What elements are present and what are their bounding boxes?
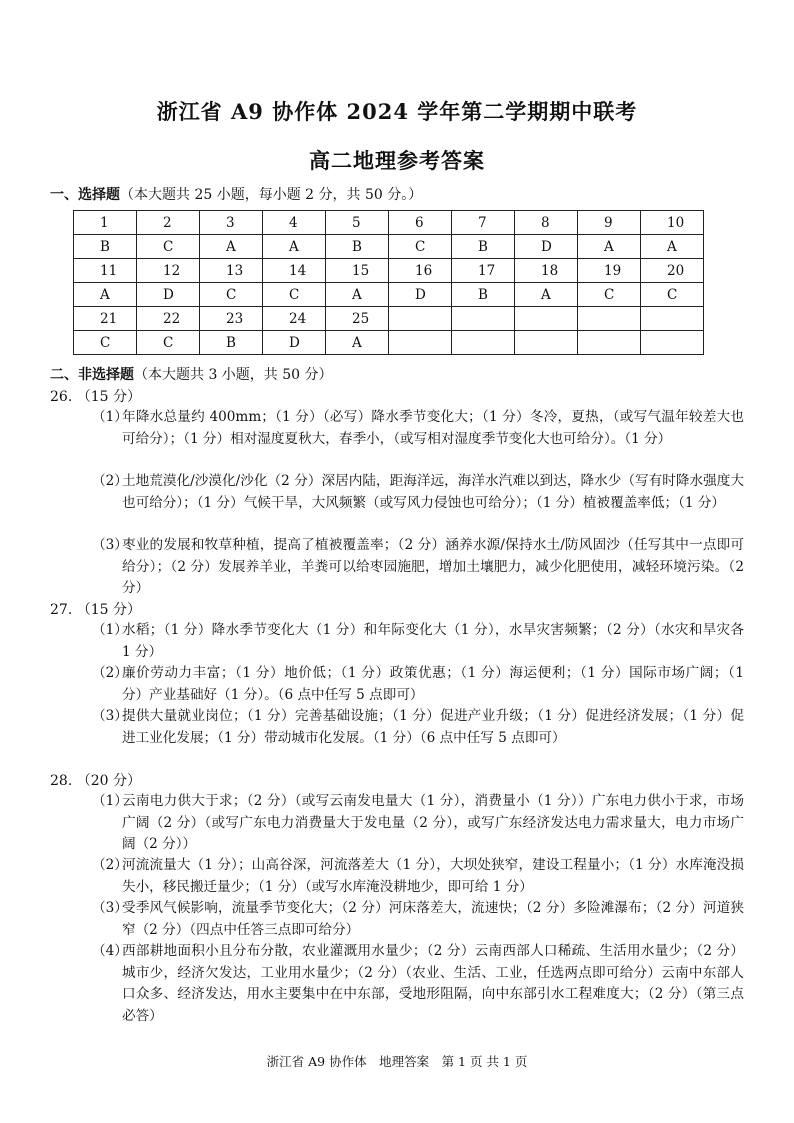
- answer-part: [92, 471, 744, 514]
- question-points: （20 分）: [76, 773, 141, 789]
- table-cell: B: [74, 235, 137, 259]
- answer-part: [92, 620, 744, 663]
- table-cell: C: [389, 235, 452, 259]
- part-text: 廉价劳动力丰富；（1 分）地价低；（1 分）政策优惠；（1 分）海运便利；（1 分）国际市场广阔；（1 分）产业基础好（1 分）。（6 点中任写 5 点即可）: [122, 665, 744, 703]
- table-cell: 11: [74, 259, 137, 283]
- part-number: （2）: [92, 857, 128, 873]
- question-points: （15 分）: [76, 389, 141, 405]
- part-number: （1）: [92, 793, 128, 809]
- table-cell: 13: [200, 259, 263, 283]
- part-number: （1）: [92, 409, 128, 425]
- part-text: 枣业的发展和牧草种植，提高了植被覆盖率；（2 分）涵养水源/保持水土/防风固沙（任写其中一点即可给分）；（2 分）发展养羊业，羊粪可以给枣园施肥，增加土壤肥力，减少化肥使用，减轻环境污染。（2 分）: [122, 537, 744, 596]
- table-cell: [515, 307, 578, 331]
- table-cell: 5: [326, 211, 389, 235]
- part-text: 云南电力供大于求；（2 分）（或写云南发电量大（1 分），消费量小（1 分））广东电力供小于求，市场广阔（2 分）（或写广东电力消费量大于发电量（2 分），或写广东经济发达电力需求量大，电力市场广阔（2 分））: [122, 793, 744, 852]
- question-points: （15 分）: [76, 602, 141, 618]
- table-row: [74, 235, 704, 259]
- table-cell: 4: [263, 211, 326, 235]
- table-cell: B: [200, 331, 263, 355]
- question-number: 27.: [50, 602, 73, 618]
- table-cell: C: [578, 283, 641, 307]
- question-header: [50, 386, 141, 406]
- table-cell: [452, 331, 515, 355]
- table-cell: 2: [137, 211, 200, 235]
- table-cell: B: [452, 235, 515, 259]
- section-free-response-heading: [50, 364, 333, 384]
- table-cell: C: [641, 283, 704, 307]
- table-cell: 12: [137, 259, 200, 283]
- table-cell: 6: [389, 211, 452, 235]
- table-cell: [641, 331, 704, 355]
- question-number: 28.: [50, 773, 73, 789]
- table-cell: [578, 307, 641, 331]
- table-cell: B: [452, 283, 515, 307]
- table-cell: C: [137, 331, 200, 355]
- question-header: [50, 599, 141, 619]
- table-cell: A: [326, 331, 389, 355]
- table-cell: [389, 331, 452, 355]
- page-subtitle: 高二地理参考答案: [309, 148, 485, 173]
- table-cell: A: [641, 235, 704, 259]
- answer-part: [92, 898, 744, 941]
- table-cell: 14: [263, 259, 326, 283]
- table-row: [74, 307, 704, 331]
- part-number: （2）: [92, 665, 128, 681]
- section-multiple-choice-heading: [50, 184, 422, 204]
- table-cell: 22: [137, 307, 200, 331]
- part-text: 河流流量大（1 分）；山高谷深，河流落差大（1 分），大坝处狭窄，建设工程量小；（1 分）水库淹没损失小，移民搬迁量少；（1 分）（或写水库淹没耕地少，即可给 1 分）: [122, 857, 744, 895]
- table-cell: 15: [326, 259, 389, 283]
- table-cell: 1: [74, 211, 137, 235]
- part-text: 年降水总量约 400mm；（1 分）（必写）降水季节变化大；（1 分）冬冷，夏热，（或写气温年较差大也可给分）；（1 分）相对湿度夏秋大，春季小，（或写相对湿度季节变化大也可给分）。（1 分）: [122, 409, 744, 447]
- answer-part: [92, 663, 744, 706]
- table-cell: 19: [578, 259, 641, 283]
- table-row: [74, 211, 704, 235]
- answer-part: [92, 407, 744, 450]
- table-row: [74, 283, 704, 307]
- table-cell: 9: [578, 211, 641, 235]
- table-cell: A: [578, 235, 641, 259]
- table-cell: C: [263, 283, 326, 307]
- table-cell: [578, 331, 641, 355]
- page-title: 浙江省 A9 协作体 2024 学年第二学期期中联考: [156, 99, 638, 124]
- table-cell: 24: [263, 307, 326, 331]
- part-text: 提供大量就业岗位；（1 分）完善基础设施；（1 分）促进产业升级；（1 分）促进经济发展；（1 分）促进工业化发展；（1 分）带动城市化发展。（1 分）（6 点中任写 5 点即可）: [122, 708, 744, 746]
- table-cell: C: [137, 235, 200, 259]
- table-cell: [452, 307, 515, 331]
- table-cell: A: [200, 235, 263, 259]
- table-cell: 8: [515, 211, 578, 235]
- part-number: （3）: [92, 708, 128, 724]
- part-number: （3）: [92, 537, 128, 553]
- table-cell: 20: [641, 259, 704, 283]
- answer-part: [92, 855, 744, 898]
- part-text: 土地荒漠化/沙漠化/沙化（2 分）深居内陆，距海洋远，海洋水汽难以到达，降水少（写有时降水强度大也可给分）；（1 分）气候干旱，大风频繁（或写风力侵蚀也可给分）；（1 分）植被覆盖率低；（1 分）: [122, 473, 744, 511]
- part-text: 西部耕地面积小且分布分散，农业灌溉用水量少；（2 分）云南西部人口稀疏、生活用水量少；（2 分）城市少，经济欠发达，工业用水量少；（2 分）（农业、生活、工业，任选两点即可给分）云南中东部人口众多、经济发达，用水主要集中在中东部，受地形阻隔，向中东部引水工程难度大；（2 分）（第三点必答）: [122, 943, 744, 1024]
- answer-part: [92, 535, 744, 600]
- section-note: （本大题共 25 小题，每小题 2 分，共 50 分。）: [120, 187, 423, 203]
- table-cell: D: [137, 283, 200, 307]
- table-cell: 3: [200, 211, 263, 235]
- table-cell: D: [263, 331, 326, 355]
- section-note: （本大题共 3 小题，共 50 分）: [134, 367, 333, 383]
- page-footer: 浙江省 A9 协作体 地理答案 第 1 页 共 1 页: [266, 1054, 528, 1069]
- answer-part: [92, 791, 744, 856]
- answer-part: [92, 941, 744, 1027]
- table-cell: [641, 307, 704, 331]
- table-cell: A: [74, 283, 137, 307]
- part-number: （2）: [92, 473, 128, 489]
- table-row: [74, 331, 704, 355]
- table-cell: 7: [452, 211, 515, 235]
- table-cell: D: [389, 283, 452, 307]
- table-cell: A: [263, 235, 326, 259]
- table-cell: C: [74, 331, 137, 355]
- table-cell: A: [326, 283, 389, 307]
- part-number: （1）: [92, 622, 128, 638]
- table-cell: [389, 307, 452, 331]
- part-text: 水稻；（1 分）降水季节变化大（1 分）和年际变化大（1 分），水旱灾害频繁；（2 分）（水灾和旱灾各 1 分）: [122, 622, 744, 660]
- section-label: 一、选择题: [50, 187, 120, 203]
- question-number: 26.: [50, 389, 73, 405]
- section-label: 二、非选择题: [50, 367, 134, 383]
- table-cell: 21: [74, 307, 137, 331]
- table-cell: 16: [389, 259, 452, 283]
- table-cell: A: [515, 283, 578, 307]
- table-cell: B: [326, 235, 389, 259]
- question-header: [50, 770, 141, 790]
- table-cell: D: [515, 235, 578, 259]
- part-number: （3）: [92, 900, 128, 916]
- table-row: [74, 259, 704, 283]
- part-text: 受季风气候影响，流量季节变化大；（2 分）河床落差大，流速快；（2 分）多险滩瀑布；（2 分）河道狭窄（2 分）（四点中任答三点即可给分）: [122, 900, 744, 938]
- table-cell: 25: [326, 307, 389, 331]
- answer-part: [92, 706, 744, 749]
- part-number: （4）: [92, 943, 128, 959]
- table-cell: [515, 331, 578, 355]
- table-cell: 18: [515, 259, 578, 283]
- table-cell: C: [200, 283, 263, 307]
- table-cell: 23: [200, 307, 263, 331]
- table-cell: 17: [452, 259, 515, 283]
- answer-table: [73, 210, 704, 355]
- table-cell: 10: [641, 211, 704, 235]
